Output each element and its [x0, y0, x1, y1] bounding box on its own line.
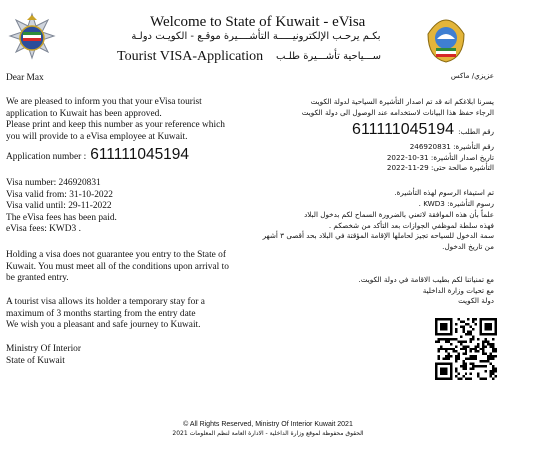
issue-date-ar: تاريخ اصدار التأشيرة: 31-10-2022	[386, 152, 494, 162]
signature-en	[6, 344, 81, 367]
ministry-badge-icon	[8, 12, 56, 66]
text-line: application to Kuwait has been approved.	[6, 108, 162, 119]
visa-number: Visa number: 246920831	[6, 178, 101, 188]
text-line: We wish you a pleasant and safe journey to Kuwait.	[6, 320, 201, 331]
text-line: State of Kuwait	[6, 355, 65, 366]
visa-details-ar	[300, 142, 494, 174]
approval-message-ar	[240, 97, 494, 118]
page-title-ar: بكـم يرحـب الإلكترونيـــــة التأشــــيرة موقـع - الكويـت دولـة	[131, 31, 381, 42]
application-number-row-en	[6, 146, 189, 164]
text-line: من تاريخ الدخول.	[442, 241, 494, 251]
page-subtitle-en: Tourist VISA-Application	[117, 49, 264, 64]
valid-until-ar: التأشيرة صالحة حتى: 29-11-2022	[386, 163, 494, 173]
text-line: A tourist visa allows its holder a temporary stay for a	[6, 297, 205, 307]
farewell-ar	[300, 275, 494, 307]
application-number-label: Application number :	[6, 152, 87, 162]
qr-code-icon	[435, 318, 497, 380]
visa-valid-from: Visa valid from: 31-10-2022	[6, 189, 113, 200]
application-number-row-ar	[300, 121, 494, 139]
stay-notice-en	[6, 297, 306, 332]
page-title-en: Welcome to State of Kuwait - eVisa	[150, 14, 366, 30]
footer-copyright-en: © All Rights Reserved, Ministry Of Interior Kuwait 2021	[183, 421, 353, 428]
text-line: الرجاء حفظ هذا البيانات لاستخدامه عند الوصول الى دولة الكويت	[301, 107, 494, 117]
text-line: be granted entry.	[6, 273, 69, 284]
page-subtitle-ar: ســـياحية تأشـــيرة طلـب	[276, 51, 381, 62]
text-line: Please print and keep this number as your reference which	[6, 120, 225, 131]
text-line: سمة الدخول للسياحه تجيز لحاملها الإقامة المؤقتة في البلاد بحد أقصى ٣ أشهر	[262, 231, 494, 241]
text-line: مع تمنياتنا لكم بطيب الاقامة في دولة الكويت.	[358, 275, 494, 284]
entry-guarantee-notice-en	[6, 250, 306, 285]
text-line: علماً بأن هذه الموافقة لاتعني بالضرورة السماح لكم بدخول البلاد	[304, 210, 494, 219]
greeting-ar: عزيزي/ ماكس	[450, 71, 494, 80]
text-line: دولة الكويت	[458, 296, 494, 306]
text-line: maximum of 3 months starting from the entry date	[6, 308, 196, 319]
text-line: فهذه سلطة لموظفي الجوازات بعد التأكد من شخصكم .	[328, 220, 494, 230]
visa-fees-ar: رسوم التأشيرة: KWD3 .	[418, 198, 494, 208]
text-line: Kuwait. You must meet all of the conditions upon arrival to	[6, 261, 229, 272]
text-line: you will provide to a eVisa employee at Kuwait.	[6, 131, 188, 142]
greeting-en: Dear Max	[6, 73, 44, 83]
fees-paid-ar: تم استيفاء الرسوم لهذه التأشيرة.	[394, 188, 494, 197]
fees-paid: The eVisa fees has been paid.	[6, 212, 117, 223]
conditions-ar	[232, 210, 494, 252]
text-line: Ministry Of Interior	[6, 344, 81, 354]
visa-number-ar: رقم التأشيرة: 246920831	[409, 142, 494, 151]
text-line: يسرنا ابلاغكم انه قد تم اصدار التأشيرة السياحية لدولة الكويت	[310, 97, 494, 106]
application-number-label-ar: رقم الطلب:	[458, 127, 494, 136]
visa-valid-until: Visa valid until: 29-11-2022	[6, 201, 112, 212]
kuwait-emblem-icon	[424, 12, 468, 64]
footer-copyright-ar: الحقوق محفوظة لموقع وزارة الداخلية - الادارة العامة لنظم المعلومات 2021	[172, 430, 364, 437]
application-number-value-ar: 611111045194	[352, 121, 455, 138]
visa-fees: eVisa fees: KWD3 .	[6, 224, 81, 235]
application-number-value: 611111045194	[90, 146, 190, 163]
text-line: We are pleased to inform you that your eVisa tourist	[6, 97, 202, 107]
text-line: Holding a visa does not guarantee you entry to the State of	[6, 250, 226, 260]
text-line: مع تحيات وزارة الداخلية	[422, 285, 494, 295]
fees-details-ar	[300, 188, 494, 209]
